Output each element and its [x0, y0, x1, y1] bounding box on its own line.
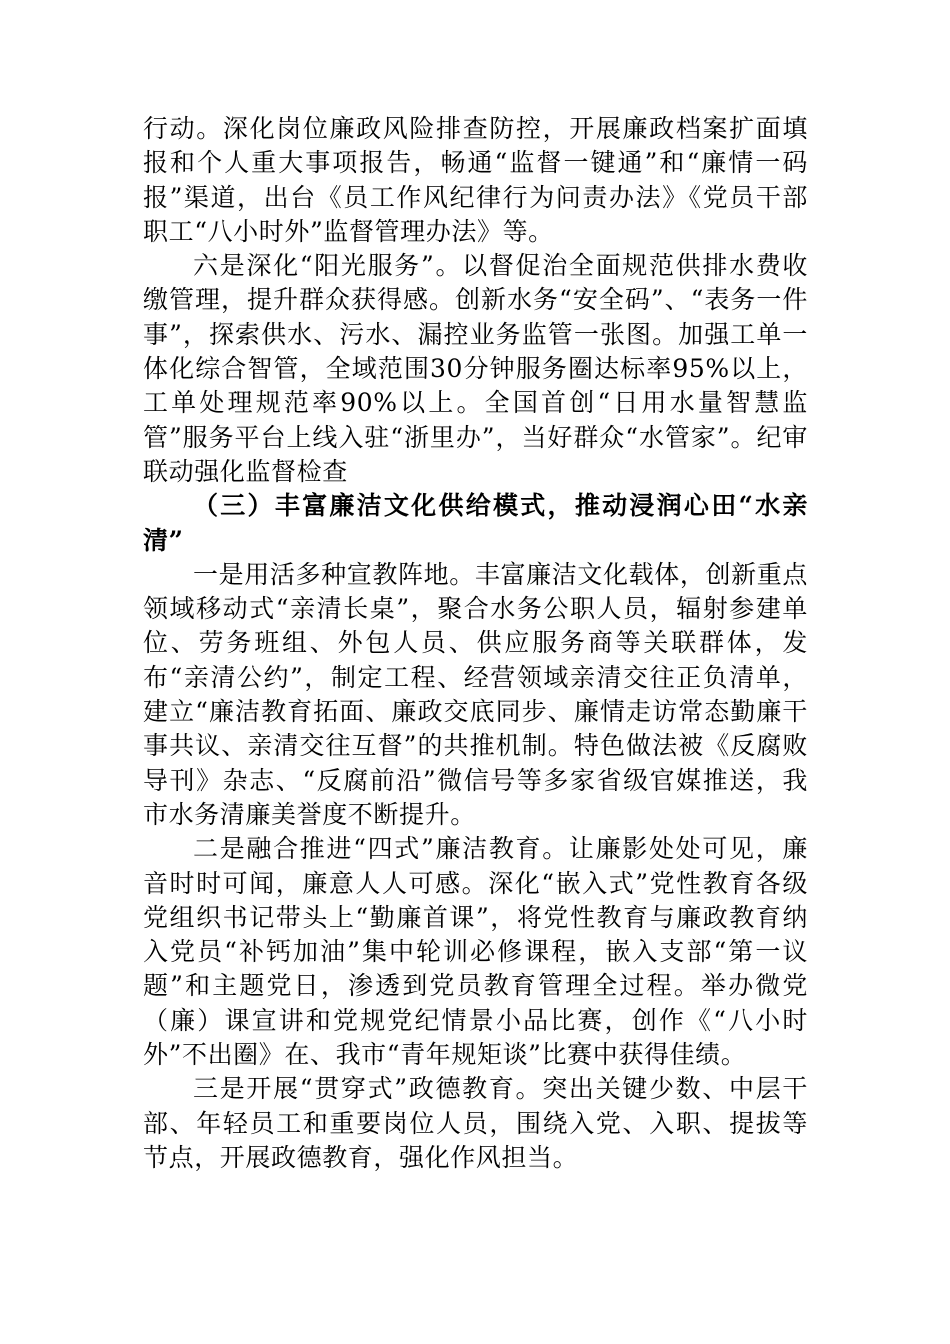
document-page — [143, 112, 808, 1175]
paragraph-four-style-education: 二是融合推进“四式”廉洁教育。让廉影处处可见，廉音时时可闻，廉意人人可感。深化“嵌入式”党性教育各级党组织书记带头上“勤廉首课”，将党性教育与廉政教育纳入党员“补钙加油”集中轮训必修课程，嵌入支部“第一议题”和主题党日，渗透到党员教育管理全过程。举办微党（廉）课宣讲和党规党纪情景小品比赛，创作《“八小时外”不出圈》在、我市“青年规矩谈”比赛中获得佳绩。 — [143, 834, 808, 1070]
paragraph-continuation: 行动。深化岗位廉政风险排查防控，开展廉政档案扩面填报和个人重大事项报告，畅通“监督一键通”和“廉情一码报”渠道，出台《员工作风纪律行为问责办法》《党员干部职工“八小时外”监督管理办法》等。 — [143, 114, 808, 246]
paragraph-sunshine-service: 六是深化“阳光服务”。以督促治全面规范供排水费收缴管理，提升群众获得感。创新水务“安全码”、“表务一件事”，探索供水、污水、漏控业务监管一张图。加强工单一体化综合智管，全域范围30分钟服务圈达标率95%以上，工单处理规范率90%以上。全国首创“日用水量智慧监管”服务平台上线入驻“浙里办”，当好群众“水管家”。纪审联动强化监督检查 — [143, 251, 808, 486]
paragraph-education-positions: 一是用活多种宣教阵地。丰富廉洁文化载体，创新重点领域移动式“亲清长桌”，聚合水务公职人员，辐射参建单位、劳务班组、外包人员、供应服务商等关联群体，发布“亲清公约”，制定工程、经营领域亲清交往正负清单，建立“廉洁教育拓面、廉政交底同步、廉情走访常态勤廉干事共议、亲清交往互督”的共推机制。特色做法被《反腐败导刊》杂志、“反腐前沿”微信号等多家省级官媒推送，我市水务清廉美誉度不断提升。 — [143, 559, 808, 829]
paragraph-political-ethics-education: 三是开展“贯穿式”政德教育。突出关键少数、中层干部、年轻员工和重要岗位人员，围绕入党、入职、提拔等节点，开展政德教育，强化作风担当。 — [143, 1074, 808, 1172]
section-heading-3: （三）丰富廉洁文化供给模式，推动浸润心田“水亲清” — [143, 491, 808, 555]
